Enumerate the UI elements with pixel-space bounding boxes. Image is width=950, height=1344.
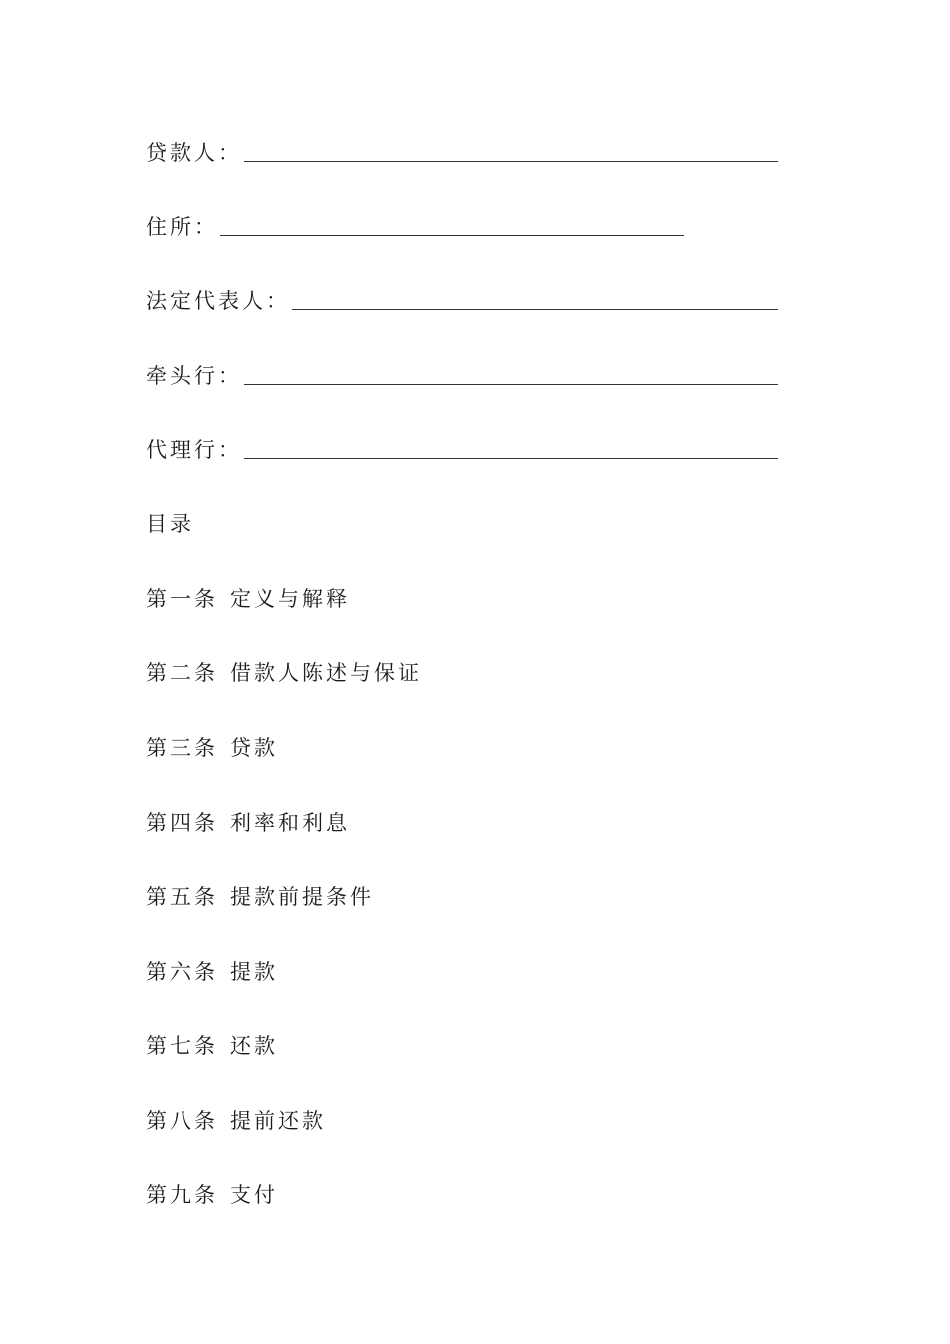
- article-number: 第五条: [146, 885, 218, 909]
- article-title: 借款人陈述与保证: [230, 661, 422, 685]
- field-label: 代理行：: [146, 438, 242, 462]
- toc-item: [146, 882, 374, 912]
- article-number: 第八条: [146, 1109, 218, 1133]
- agent-bank-field: [146, 435, 778, 465]
- toc-item: [146, 658, 422, 688]
- article-title: 提款前提条件: [230, 885, 374, 909]
- field-label: 法定代表人：: [146, 289, 290, 313]
- article-number: 第六条: [146, 960, 218, 984]
- toc-item: [146, 1106, 326, 1136]
- article-number: 第一条: [146, 587, 218, 611]
- article-title: 贷款: [230, 736, 278, 760]
- field-label: 住所：: [146, 215, 218, 239]
- article-number: 第四条: [146, 811, 218, 835]
- article-number: 第九条: [146, 1183, 218, 1207]
- blank-underline: [220, 235, 684, 236]
- article-number: 第七条: [146, 1034, 218, 1058]
- article-title: 提款: [230, 960, 278, 984]
- article-number: 第三条: [146, 736, 218, 760]
- article-title: 支付: [230, 1183, 278, 1207]
- legal-representative-field: [146, 286, 778, 316]
- article-title: 定义与解释: [230, 587, 350, 611]
- article-number: 第二条: [146, 661, 218, 685]
- toc-item: [146, 808, 350, 838]
- toc-item: [146, 733, 278, 763]
- blank-underline: [292, 309, 778, 310]
- blank-underline: [244, 384, 778, 385]
- article-title: 利率和利息: [230, 811, 350, 835]
- lead-bank-field: [146, 361, 778, 391]
- blank-underline: [244, 458, 778, 459]
- article-title: 还款: [230, 1034, 278, 1058]
- blank-underline: [244, 161, 778, 162]
- lender-field: [146, 138, 778, 168]
- toc-heading: 目录: [146, 512, 194, 536]
- toc-item: [146, 1031, 278, 1061]
- field-label: 牵头行：: [146, 364, 242, 388]
- article-title: 提前还款: [230, 1109, 326, 1133]
- toc-item: [146, 1180, 278, 1210]
- toc-item: [146, 584, 350, 614]
- field-label: 贷款人：: [146, 141, 242, 165]
- toc-item: [146, 957, 278, 987]
- address-field: [146, 212, 684, 242]
